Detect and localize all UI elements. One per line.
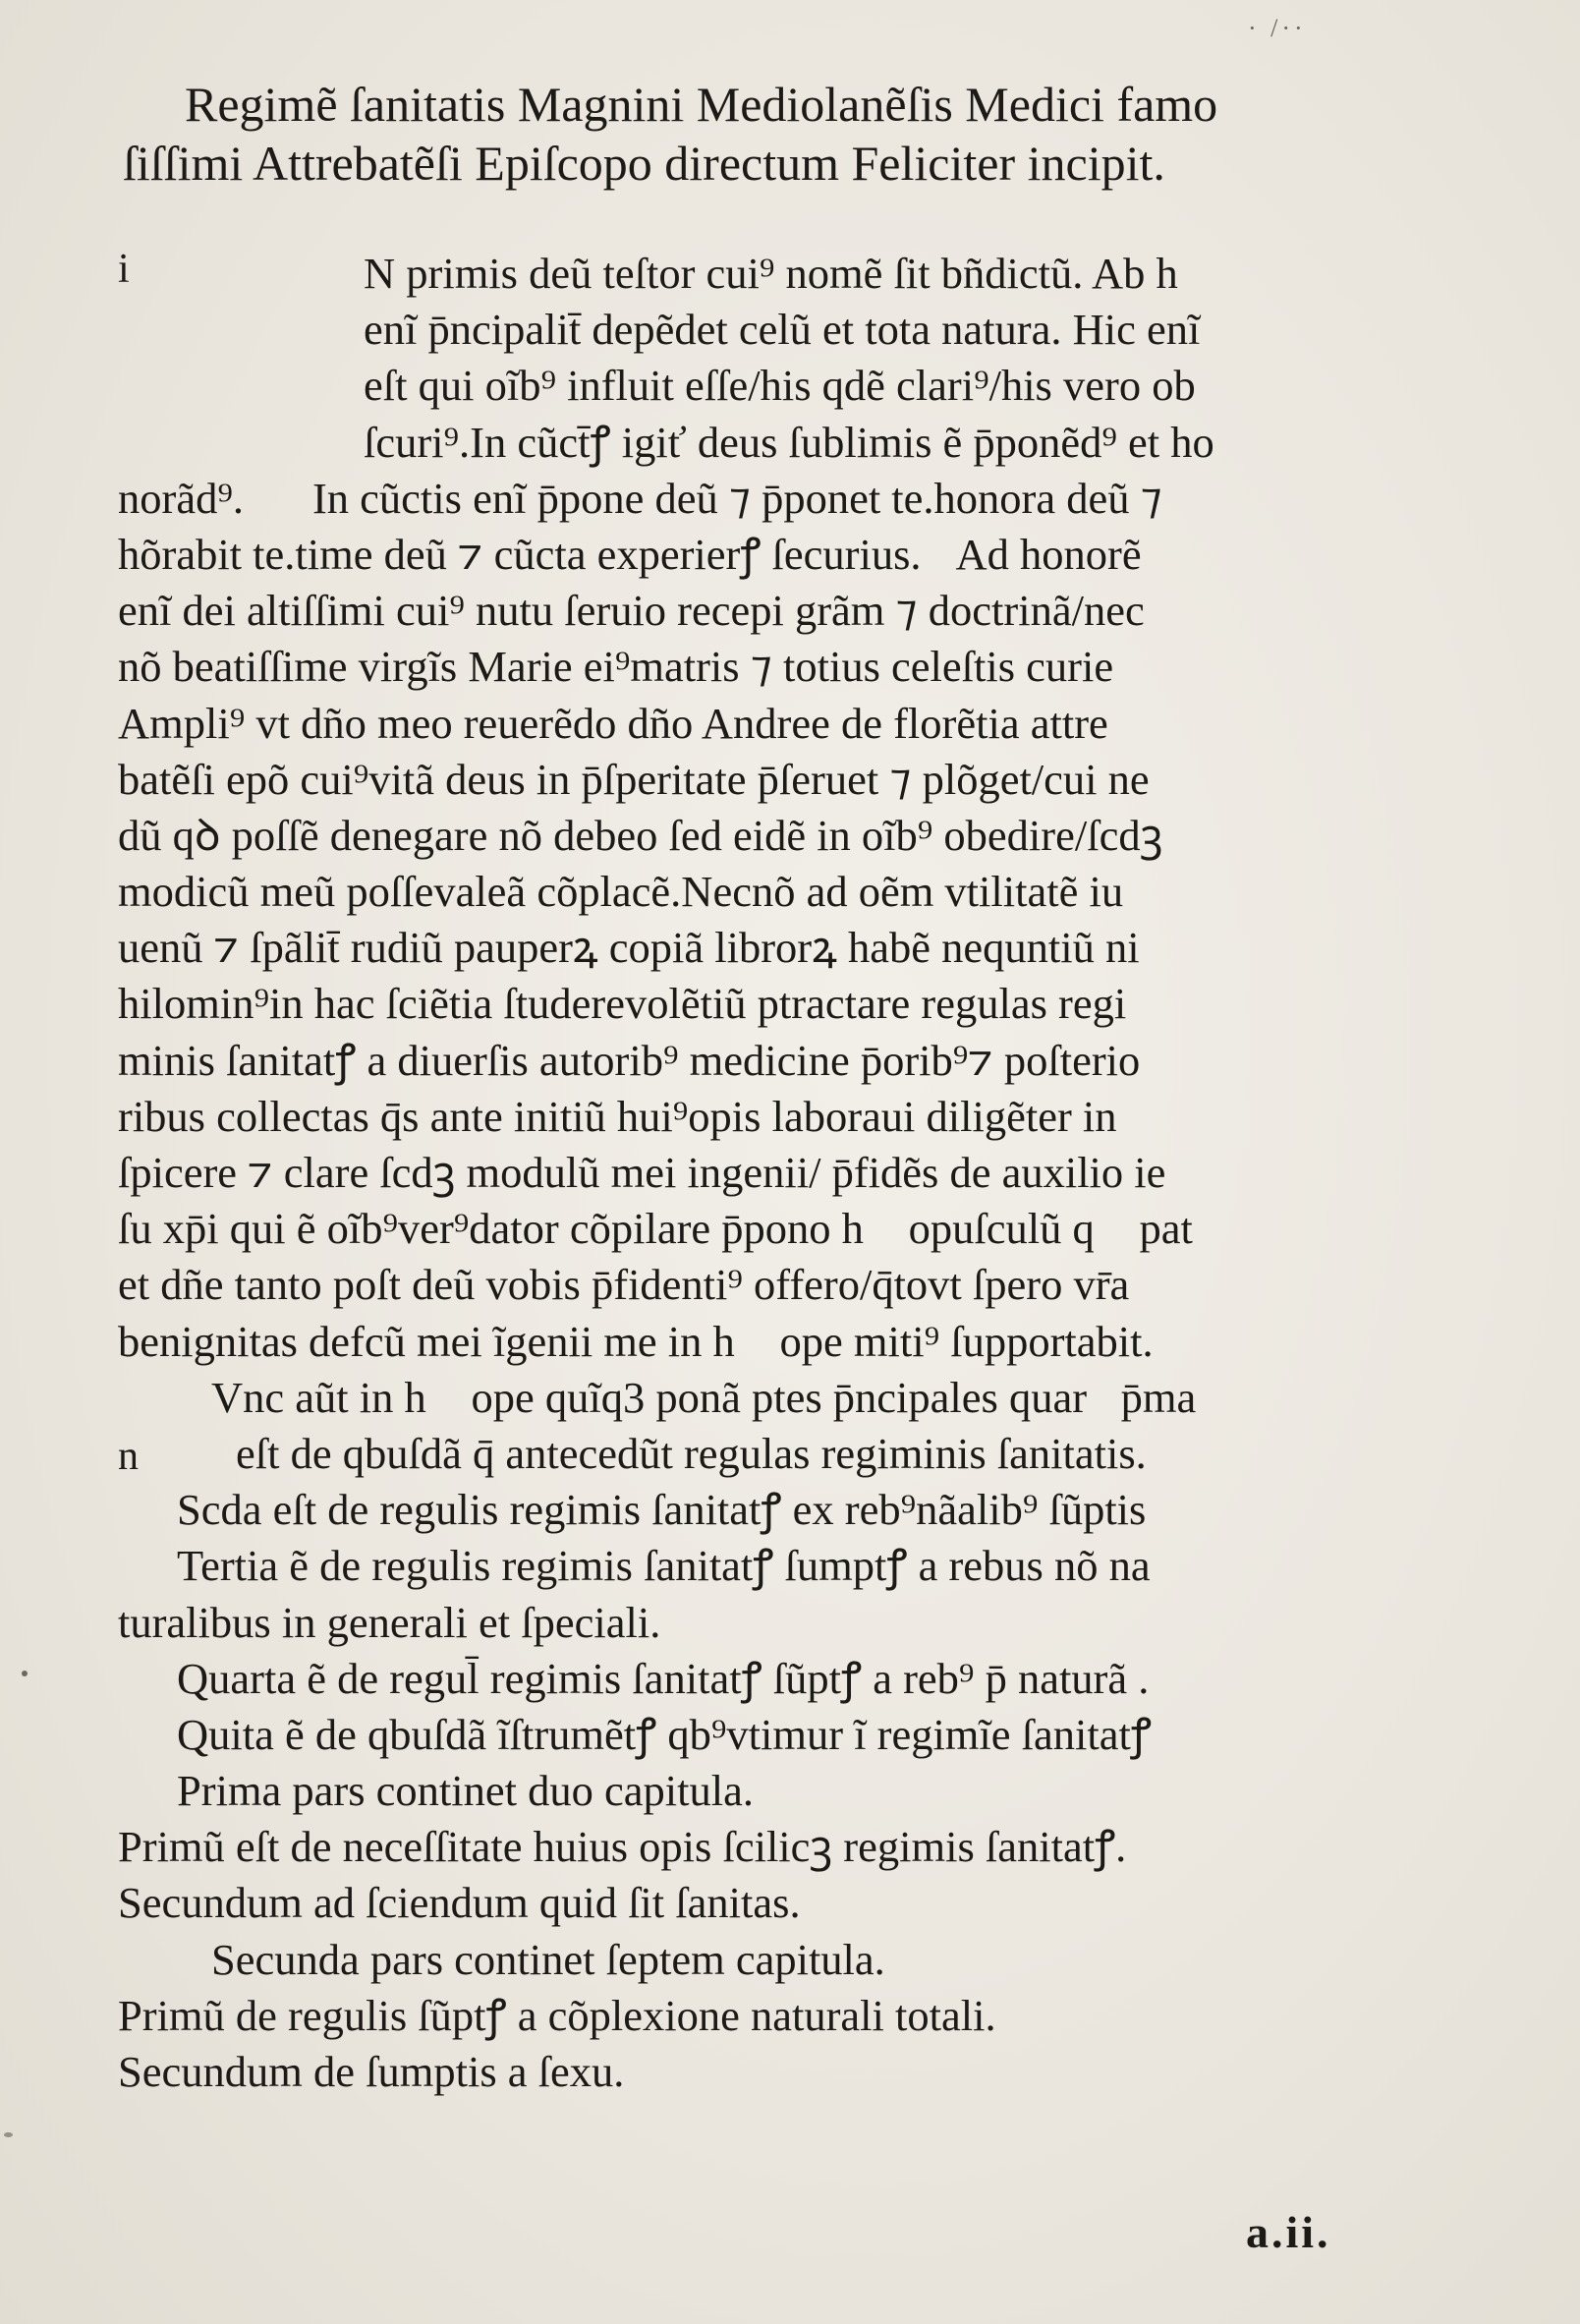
header-mark: · /·· <box>1248 14 1307 42</box>
ink-spot <box>4 2132 13 2137</box>
text-line: Prima pars continet duo capitula. <box>177 1766 754 1816</box>
signature-mark: a.ii. <box>1246 2207 1331 2257</box>
text-line: ſu xp̄i qui ẽ oĩb⁹ver⁹dator cõpilare p̄pono hᷓ opuſculũ qꝺ patꝫ <box>118 1204 1227 1254</box>
text-line: Secunda pars continet ſeptem capitula. <box>211 1934 885 1984</box>
text-line: minis ſanitatꝭ a diuerſis autorib⁹ medicine p̄orib⁹⁊ poſterio <box>118 1035 1141 1085</box>
text-line: Secundum ad ſciendum quid ſit ſanitas. <box>118 1878 801 1928</box>
text-line: Primũ eſt de neceſſitate huius opis ſcilicꝫ regimis ſanitatꝭ. <box>118 1822 1127 1872</box>
text-line: batẽſi epõ cui⁹vitã deus in p̄ſperitate p̄ſeruet ⁊ plõget/cui ne <box>118 754 1150 804</box>
text-line: Ampli⁹ vt dño meo reuerẽdo dño Andree de florẽtia attre <box>118 698 1108 748</box>
text-segment: In cũctis enĩ p̄pone deũ ⁊ p̄ponet te.honora deũ ⁊ <box>311 473 1162 523</box>
text-segment: norãd⁹. <box>118 473 244 523</box>
title-line-1: Regimẽ ſanitatis Magnini Mediolanẽſis Medici famo <box>185 77 1218 132</box>
text-line: Quita ẽ de qbuſdã ĩſtrumẽtꝭ qb⁹vtimur ĩ regimĩe ſanitatꝭ <box>177 1709 1152 1759</box>
text-segment: Ad honorẽ <box>955 529 1142 579</box>
text-line: ſcuri⁹.In cũct̄ꝭ igiť deus ſublimis ẽ p̄ponẽd⁹ et ho <box>364 417 1214 467</box>
ink-spot <box>22 1671 28 1676</box>
guide-letter-i: i <box>118 247 130 292</box>
text-line: ribus collectas q̄s ante initiũ hui⁹opis laboraui diligẽter in <box>118 1091 1117 1141</box>
text-line: hilomin⁹in hac ſciẽtia ſtuderevolẽtiũ ptractare regulas regi <box>118 979 1127 1029</box>
text-line: Secundum de ſumptis a ſexu. <box>118 2047 625 2096</box>
text-line: modicũ meũ poſſevaleã cõplacẽ.Necnõ ad oẽm vtilitatẽ iu <box>118 867 1124 917</box>
text-line: Tertia ẽ de regulis regimis ſanitatꝭ ſumptꝭ a rebus nõ na <box>177 1541 1151 1591</box>
text-line: N primis deũ teſtor cui⁹ nomẽ ſit bñdictũ. Ab hᷓ <box>364 249 1213 298</box>
text-line: enĩ dei altiſſimi cui⁹ nutu ſeruio recepi grãm ⁊ doctrinã/nec <box>118 586 1145 636</box>
text-line <box>118 527 1474 583</box>
text-body <box>118 246 1474 2100</box>
text-line: dũ qꝺ poſſẽ denegare nõ debeo ſed eidẽ in oĩb⁹ obedire/ſcdꝫ <box>118 810 1163 860</box>
text-line: eſt qui oĩb⁹ influit eſſe/his qdẽ clari⁹/his vero ob <box>364 361 1196 411</box>
text-line: uenũ ⁊ ſpãlit̄ rudiũ pauperꝝ copiã librorꝝ habẽ nequntiũ ni <box>118 923 1140 973</box>
text-line: eſt de qbuſdã q̄ antecedũt regulas regiminis ſanitatis. <box>236 1428 1147 1478</box>
text-line: enĩ p̄ncipalit̄ depẽdet celũ et tota natura. Hic enĩ <box>364 305 1201 355</box>
text-line: et dñe tanto poſt deũ vobis p̄fidenti⁹ offero/q̄tovt ſpero vr̄a <box>118 1260 1130 1310</box>
guide-letter-n: n <box>118 1434 139 1479</box>
page-title <box>123 75 1479 193</box>
text-line: benignitas defcũ mei ĩgenii me in hᷓ ope miti⁹ ſupportabit. <box>118 1316 1154 1366</box>
text-line: Scda eſt de regulis regimis ſanitatꝭ ex reb⁹nãalib⁹ ſũptis <box>177 1485 1147 1535</box>
text-line: Vnc aũt in hᷓ ope quĩq3 ponã ptes p̄ncipales quarꝝp̄ma <box>211 1372 1197 1422</box>
text-line: turalibus in generali et ſpeciali. <box>118 1597 661 1647</box>
text-line: Quarta ẽ de regul̄ regimis ſanitatꝭ ſũptꝭ a reb⁹ p̄ naturã . <box>177 1653 1150 1703</box>
text-line: Primũ de regulis ſũptꝭ a cõplexione naturali totali. <box>118 1990 996 2040</box>
text-line: ſpicere ⁊ clare ſcdꝫ modulũ mei ingenii/ p̄fidẽs de auxilio ie <box>118 1148 1166 1197</box>
text-line: nõ beatiſſime virgĩs Marie ei⁹matris ⁊ totius celeſtis curie <box>118 642 1114 692</box>
title-line-2: ſiſſimi Attrebatẽſi Epiſcopo directum Feliciter incipit. <box>123 136 1165 191</box>
text-segment: hõrabit te.time deũ ⁊ cũcta experierꝭ ſecurius. <box>118 529 922 579</box>
text-line <box>118 471 1474 527</box>
